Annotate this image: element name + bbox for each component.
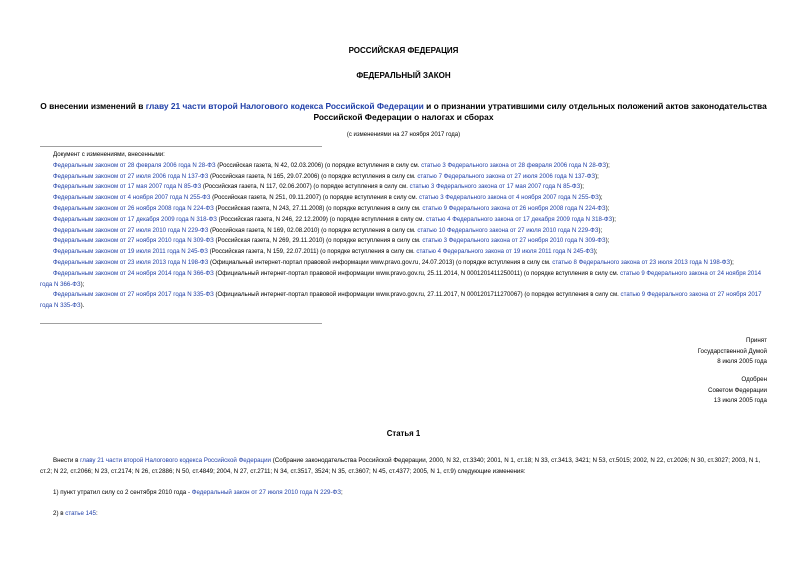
amending-law-link[interactable]: Федеральным законом от 17 декабря 2009 года N 318-ФЗ [53,215,217,223]
article-point-2 [40,509,772,520]
point-1-suffix: ; [341,489,343,496]
title-link-chapter-21[interactable]: главу 21 части второй Налогового кодекса Российской Федерации [145,101,424,111]
publication-source: (Официальный интернет-портал правовой информации www.pravo.gov.ru, 25.11.2014, N 0001201411250011) (о порядке вступления в силу см. [213,269,621,277]
entry-into-force-link[interactable]: статью 3 Федерального закона от 17 мая 2007 года N 85-ФЗ [409,183,581,191]
amending-law-link[interactable]: Федеральным законом от 27 июля 2006 года N 137-ФЗ [53,172,209,180]
change-item [40,215,772,226]
entry-into-force-link[interactable]: статью 4 Федерального закона от 17 декабря 2009 года N 318-ФЗ [425,215,613,223]
entry-into-force-link[interactable]: статью 9 Федерального закона от 24 ноября 2014 года N 366-ФЗ [40,269,762,288]
document-title [40,101,767,123]
point-1-paragraph [40,488,772,499]
approved-body: Советом Федерации [708,386,767,394]
point-2-paragraph [40,509,772,520]
item-end: ); [605,204,610,212]
point-1-prefix: 1) пункт утратил силу со 2 сентября 2010 года - [53,489,192,496]
approved-block [708,375,767,407]
amending-law-link[interactable]: Федеральным законом от 27 ноября 2017 года N 335-ФЗ [53,291,214,299]
item-end: ); [595,172,599,180]
article-heading: Статья 1 [386,429,421,438]
change-item [40,236,772,247]
article-point-1 [40,488,772,499]
amending-law-link[interactable]: Федеральным законом от 28 февраля 2006 года N 28-ФЗ [53,161,216,169]
approved-date: 13 июля 2005 года [713,397,767,404]
change-item [40,193,772,204]
entry-into-force-link[interactable]: статью 3 Федерального закона от 4 ноября 2007 года N 255-ФЗ [418,194,599,202]
change-item [40,226,772,237]
entry-into-force-link[interactable]: статью 8 Федерального закона от 23 июля 2013 года N 198-ФЗ [552,258,731,266]
title-prefix: О внесении изменений в [40,101,146,111]
change-item [40,182,772,193]
change-item [40,290,772,312]
publication-source: (Российская газета, N 251, 09.11.2007) (о порядке вступления в силу см. [210,194,419,202]
accepted-label: Принят [746,337,767,344]
changes-list [40,150,772,312]
edition-note: (с изменениями на 27 ноября 2017 года) [346,132,461,138]
entry-into-force-link[interactable]: статью 7 Федерального закона от 27 июля 2006 года N 137-ФЗ [417,172,596,180]
intro-suffix: (Собрание законодательства Российской Федерации, 2000, N 32, ст.3340; 2001, N 1, ст.18; N 33, ст.3413, 3421; N 53, ст.5015; 2002, N 22, ст.2026; N 30, ст.3027; 2003, N 1, ст.2; N 22, ст.2066; N 23, ст.2174; N 26, ст.2886; N 50, ст.4849; 2004, N 27, ст.2711; N 34, ст.3517, 3524; N 35, ст.3607; N 45, ст.4377; 2005, N 1, ст.9) следующие изменения: [40,457,761,475]
article-intro-paragraph [40,456,772,477]
change-item [40,204,772,215]
publication-source: (Российская газета, N 117, 02.06.2007) (о порядке вступления в силу см. [201,183,410,191]
accepted-date: 8 июля 2005 года [717,358,767,365]
change-item [40,258,772,269]
changes-bottom-divider [40,323,322,324]
entry-into-force-link[interactable]: статью 3 Федерального закона от 27 ноября 2010 года N 309-ФЗ [422,237,606,245]
item-end: ); [80,280,85,288]
publication-source: (Российская газета, N 169, 02.08.2010) (о порядке вступления в силу см. [208,226,418,234]
accepted-body: Государственной Думой [697,347,767,355]
publication-source: (Российская газета, N 159, 22.07.2011) (о порядке вступления в силу см. [207,248,417,256]
doc-type-heading: ФЕДЕРАЛЬНЫЙ ЗАКОН [356,71,451,80]
change-item [40,161,772,172]
changes-top-divider [40,146,322,147]
entry-into-force-link[interactable]: статью 9 Федерального закона от 26 ноября 2008 года N 224-ФЗ [422,204,606,212]
intro-link-chapter-21[interactable]: главу 21 части второй Налогового кодекса Российской Федерации [80,457,272,464]
amending-law-link[interactable]: Федеральным законом от 27 ноября 2010 года N 309-ФЗ [53,237,214,245]
entry-into-force-link[interactable]: статью 9 Федерального закона от 27 ноября 2017 года N 335-ФЗ [40,291,762,310]
point-2-article-link[interactable]: статье 145 [65,510,96,517]
publication-source: (Официальный интернет-портал правовой информации www.pravo.gov.ru, 27.11.2017, N 0001201711270067) (о порядке вступления в силу см. [213,291,621,299]
publication-source: (Российская газета, N 269, 29.11.2010) (о порядке вступления в силу см. [213,237,423,245]
amending-law-link[interactable]: Федеральным законом от 17 мая 2007 года N 85-ФЗ [53,183,202,191]
item-end: ); [598,194,603,202]
approved-label: Одобрен [741,376,767,383]
accepted-block [698,336,767,368]
publication-source: (Российская газета, N 243, 27.11.2008) (о порядке вступления в силу см. [213,204,423,212]
publication-source: (Российская газета, N 246, 22.12.2009) (о порядке вступления в силу см. [216,215,426,223]
point-2-suffix: : [95,510,98,517]
article-intro [40,456,772,477]
title-suffix: и о признании утратившими силу отдельных положений актов законодательства Российской Федерации о налогах и сборах [313,101,767,122]
item-end: ); [605,237,610,245]
change-item [40,247,772,258]
change-item [40,172,772,183]
amending-law-link[interactable]: Федеральным законом от 27 июля 2010 года N 229-ФЗ [53,226,209,234]
amending-law-link[interactable]: Федеральным законом от 24 ноября 2014 года N 366-ФЗ [53,269,214,277]
amending-law-link[interactable]: Федеральным законом от 4 ноября 2007 года N 255-ФЗ [53,194,211,202]
item-end: ); [606,161,610,169]
amending-law-link[interactable]: Федеральным законом от 26 ноября 2008 года N 224-ФЗ [53,204,214,212]
entry-into-force-link[interactable]: статью 4 Федерального закона от 19 июля 2011 года N 245-ФЗ [416,248,594,256]
item-end: ); [612,215,616,223]
amending-law-link[interactable]: Федеральным законом от 19 июля 2011 года N 245-ФЗ [53,248,208,256]
publication-source: (Официальный интернет-портал правовой информации www.pravo.gov.ru, 24.07.2013) (о порядке вступления в силу см. [208,258,553,266]
amending-law-link[interactable]: Федеральным законом от 23 июля 2013 года N 198-ФЗ [53,258,209,266]
item-end: ); [730,258,734,266]
publication-source: (Российская газета, N 42, 02.03.2006) (о порядке вступления в силу см. [215,161,422,169]
change-item [40,269,772,291]
point-2-prefix: 2) в [53,510,66,517]
item-end: ); [580,183,584,191]
publication-source: (Российская газета, N 165, 29.07.2006) (о порядке вступления в силу см. [208,172,418,180]
intro-prefix: Внести в [53,457,81,464]
item-end: ); [593,248,598,256]
entry-into-force-link[interactable]: статью 10 Федерального закона от 27 июля 2010 года N 229-ФЗ [417,226,599,234]
changes-items [40,161,772,312]
changes-heading: Документ с изменениями, внесенными: [53,151,165,158]
point-1-law-link[interactable]: Федеральный закон от 27 июля 2010 года N 229-ФЗ [191,489,341,496]
entry-into-force-link[interactable]: статью 3 Федерального закона от 28 февраля 2006 года N 28-ФЗ [421,161,607,169]
item-end: ). [80,302,85,310]
item-end: ); [598,226,603,234]
country-heading: РОССИЙСКАЯ ФЕДЕРАЦИЯ [348,46,459,55]
